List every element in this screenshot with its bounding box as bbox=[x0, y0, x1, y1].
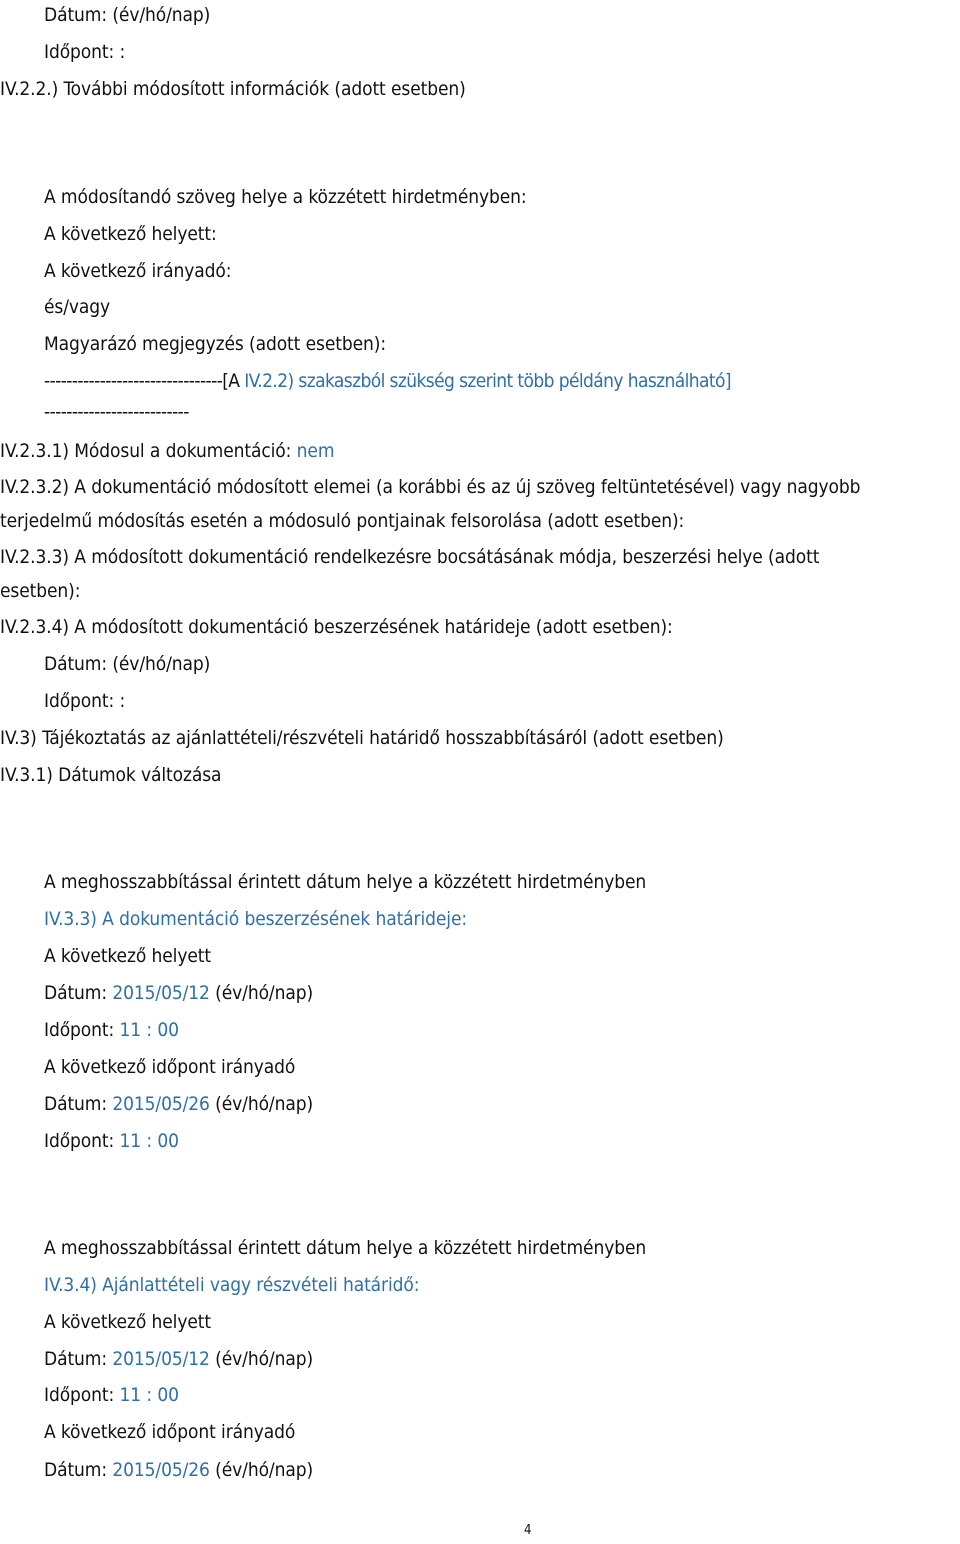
iv31-heading: IV.3.1) Dátumok változása bbox=[0, 764, 222, 786]
date-value: 2015/05/12 bbox=[112, 982, 210, 1004]
date-format: (év/hó/nap) bbox=[112, 4, 211, 26]
date-label: Dátum: bbox=[44, 982, 113, 1004]
governs-label: A következő irányadó: bbox=[44, 260, 232, 282]
iv2232-line2: terjedelmű módosítás esetén a módosuló pontjainak felsorolása (adott esetben): bbox=[0, 510, 685, 532]
place-label: A módosítandó szöveg helye a közzétett hirdetményben: bbox=[44, 186, 527, 208]
section-repeat-note bbox=[44, 368, 731, 394]
iv2231-label: IV.2.3.1) Módosul a dokumentáció: bbox=[0, 440, 297, 462]
block2-instead: A következő helyett bbox=[44, 1311, 211, 1333]
iv2233-line2: esetben): bbox=[0, 580, 81, 602]
block1-section: IV.3.3) A dokumentáció beszerzésének határideje: bbox=[44, 908, 468, 930]
iv2233-line1: IV.2.3.3) A módosított dokumentáció rendelkezésre bocsátásának módja, beszerzési helye (adott bbox=[0, 546, 820, 568]
andor-label: és/vagy bbox=[44, 296, 111, 318]
time-label: Időpont: bbox=[44, 41, 115, 63]
top-time-line bbox=[44, 39, 125, 65]
block2-affected: A meghosszabbítással érintett dátum helye a közzétett hirdetményben bbox=[44, 1237, 647, 1259]
iv2231-line bbox=[0, 438, 334, 464]
date-label: Dátum: bbox=[44, 1348, 113, 1370]
iv2231-value: nem bbox=[296, 440, 335, 462]
block1-date1 bbox=[44, 980, 313, 1006]
time-label: Időpont: bbox=[44, 1384, 120, 1406]
date-format: (év/hó/nap) bbox=[209, 982, 314, 1004]
date-label: Dátum: bbox=[44, 1093, 113, 1115]
iv222-heading: IV.2.2.) További módosított információk (adott esetben) bbox=[0, 78, 466, 100]
bracket-ref: IV.2.2) bbox=[244, 370, 294, 392]
block2-date2 bbox=[44, 1457, 313, 1483]
iv2232-line1: IV.2.3.2) A dokumentáció módosított elemei (a korábbi és az új szöveg feltüntetésével) vagy nagyobb bbox=[0, 476, 861, 498]
block2-governs: A következő időpont irányadó bbox=[44, 1421, 296, 1443]
time-value: 11 : 00 bbox=[119, 1130, 179, 1152]
block2-section: IV.3.4) Ajánlattételi vagy részvételi határidő: bbox=[44, 1274, 420, 1296]
time-label: Időpont: bbox=[44, 1130, 120, 1152]
iv2234-line: IV.2.3.4) A módosított dokumentáció beszerzésének határideje (adott esetben): bbox=[0, 616, 673, 638]
dash-line-2: -------------------------- bbox=[44, 401, 189, 423]
top-date-line bbox=[44, 2, 210, 28]
block1-date2 bbox=[44, 1091, 313, 1117]
time-value: 11 : 00 bbox=[119, 1384, 179, 1406]
block2-date1 bbox=[44, 1346, 313, 1372]
time-label: Időpont: bbox=[44, 1019, 120, 1041]
date-label: Dátum: bbox=[44, 1459, 113, 1481]
date-label: Dátum: bbox=[44, 4, 107, 26]
block1-time1 bbox=[44, 1017, 179, 1043]
block1-affected: A meghosszabbítással érintett dátum helye a közzétett hirdetményben bbox=[44, 871, 647, 893]
instead-label: A következő helyett: bbox=[44, 223, 217, 245]
block1-instead: A következő helyett bbox=[44, 945, 211, 967]
date-format: (év/hó/nap) bbox=[209, 1093, 314, 1115]
date-value: 2015/05/12 bbox=[112, 1348, 210, 1370]
time-value: : bbox=[119, 41, 126, 63]
time-value: 11 : 00 bbox=[119, 1019, 179, 1041]
block2-time1 bbox=[44, 1382, 179, 1408]
iv2234-time: Időpont: : bbox=[44, 690, 126, 712]
page-number: 4 bbox=[524, 1523, 532, 1538]
date-value: 2015/05/26 bbox=[112, 1459, 210, 1481]
block1-time2 bbox=[44, 1128, 179, 1154]
dash-line: --------------------------------[A bbox=[44, 370, 245, 392]
date-format: (év/hó/nap) bbox=[209, 1459, 314, 1481]
bracket-text: szakaszból szükség szerint több példány használható] bbox=[293, 370, 731, 392]
block1-governs: A következő időpont irányadó bbox=[44, 1056, 296, 1078]
date-value: 2015/05/26 bbox=[112, 1093, 210, 1115]
note-label: Magyarázó megjegyzés (adott esetben): bbox=[44, 333, 386, 355]
iv2234-date: Dátum: (év/hó/nap) bbox=[44, 653, 211, 675]
iv3-heading: IV.3) Tájékoztatás az ajánlattételi/részvételi határidő hosszabbításáról (adott esetben) bbox=[0, 727, 724, 749]
date-format: (év/hó/nap) bbox=[209, 1348, 314, 1370]
